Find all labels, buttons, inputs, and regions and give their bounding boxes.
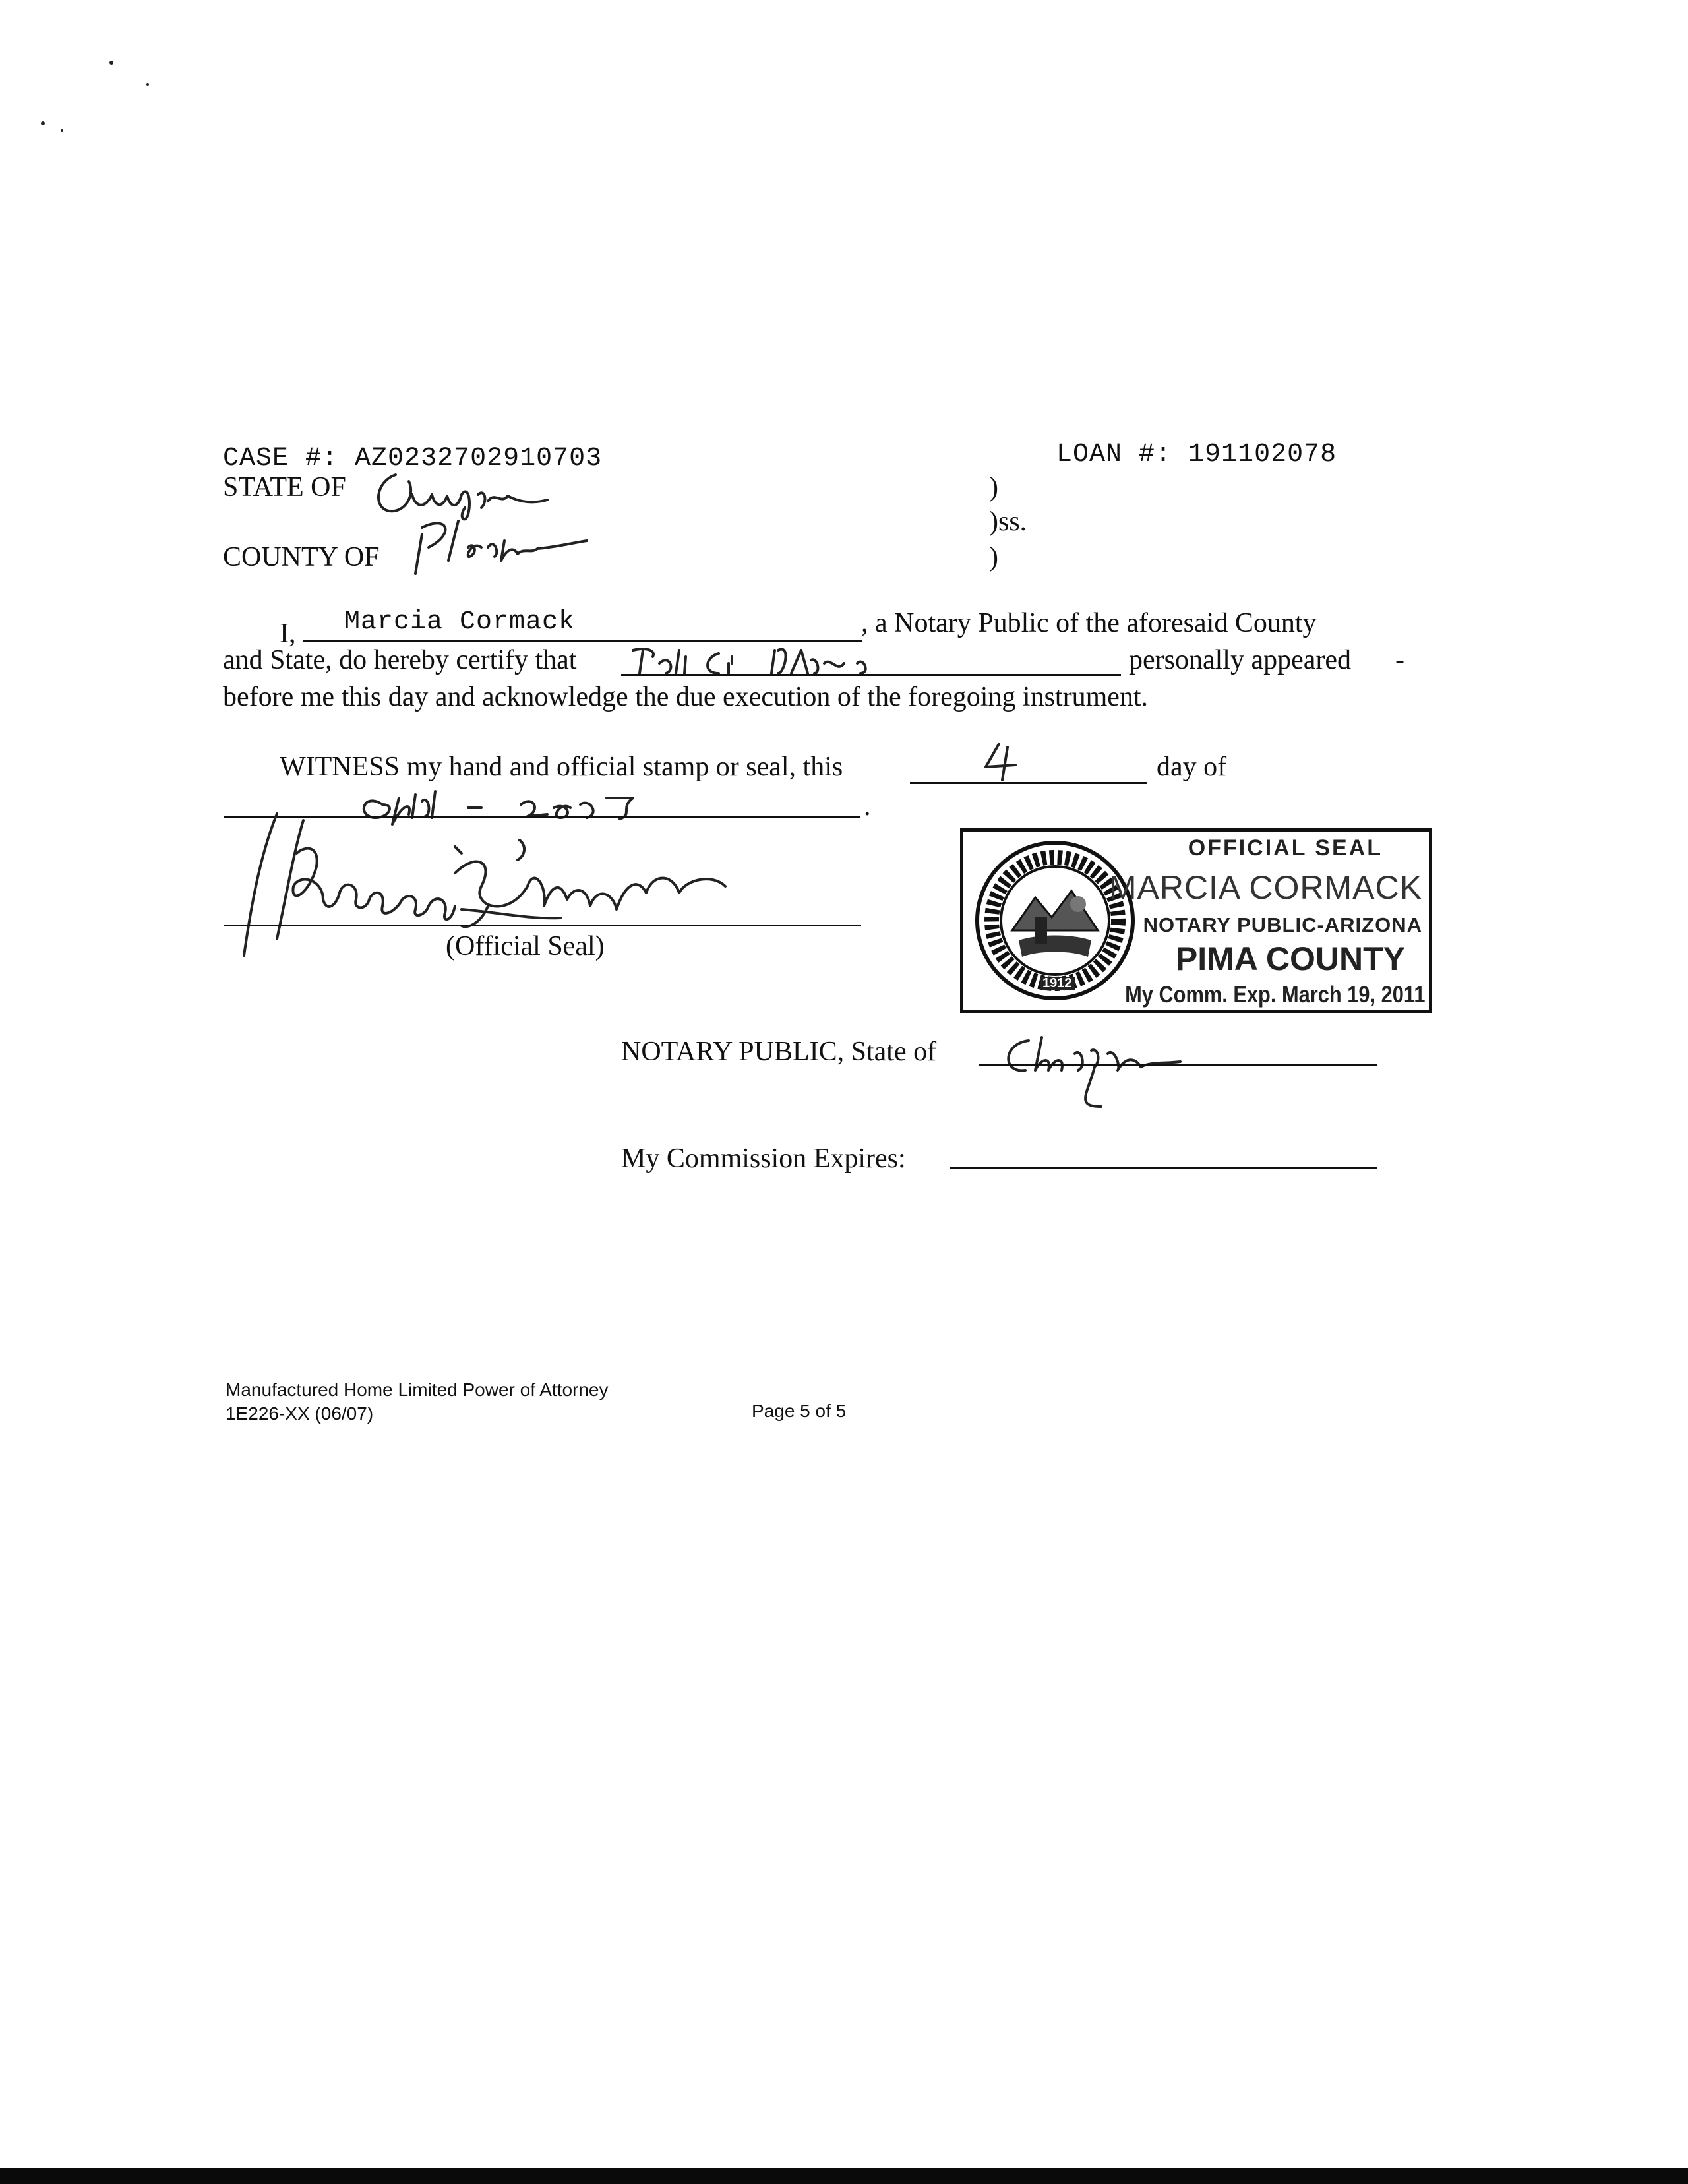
official-seal-stamp xyxy=(960,828,1432,1013)
scan-bottom-border xyxy=(0,2168,1688,2184)
notary-name: Marcia Cormack xyxy=(344,607,576,637)
certification-line3: before me this day and acknowledge the due execution of the foregoing instrument. xyxy=(223,682,1149,712)
page-number: Page 5 of 5 xyxy=(752,1401,847,1421)
seal-expiry: My Comm. Exp. March 19, 2011 xyxy=(1124,982,1425,1008)
case-number: AZ0232702910703 xyxy=(355,444,603,473)
day-underline xyxy=(910,782,1147,784)
seal-role: NOTARY PUBLIC-ARIZONA xyxy=(1143,913,1422,936)
handwritten-appearer-name xyxy=(620,637,989,683)
seal-title: OFFICIAL SEAL xyxy=(1188,835,1383,861)
seal-year: 1912 xyxy=(1040,977,1075,990)
loan-number: 191102078 xyxy=(1188,440,1337,470)
certification-line2-end: personally appeared xyxy=(1129,645,1352,675)
month-year-period: . xyxy=(864,791,871,822)
official-seal-caption: (Official Seal) xyxy=(446,931,605,961)
handwritten-day xyxy=(976,737,1029,783)
form-title: Manufactured Home Limited Power of Attorney xyxy=(226,1380,609,1400)
day-of-label: day of xyxy=(1157,752,1227,782)
appearer-name-underline xyxy=(621,674,1121,676)
county-of-label: COUNTY OF xyxy=(223,542,380,572)
i-label: I, xyxy=(280,619,296,649)
seal-county: PIMA COUNTY xyxy=(1175,940,1405,977)
loan-number-line xyxy=(1056,442,1337,468)
certification-line1-rest: , a Notary Public of the aforesaid County xyxy=(861,608,1317,638)
paren-top: ) xyxy=(989,472,998,502)
handwritten-notary-state xyxy=(989,1021,1332,1126)
form-code: 1E226-XX (06/07) xyxy=(226,1403,374,1424)
scan-speck xyxy=(109,61,113,65)
notary-state-label: NOTARY PUBLIC, State of xyxy=(621,1037,937,1067)
ss-label: )ss. xyxy=(989,506,1027,537)
scan-speck xyxy=(41,121,45,125)
commission-expires-underline xyxy=(950,1167,1377,1169)
signature-line xyxy=(224,925,861,926)
case-label: CASE #: xyxy=(223,444,339,473)
certification-line2-start: and State, do hereby certify that xyxy=(223,645,577,675)
seal-notary-name: MARCIA CORMACK xyxy=(1108,869,1422,906)
loan-label: LOAN #: xyxy=(1056,440,1172,470)
paren-bottom: ) xyxy=(989,542,998,572)
handwritten-county xyxy=(396,501,607,580)
state-of-label: STATE OF xyxy=(223,472,346,502)
scan-speck xyxy=(61,129,63,132)
scan-speck xyxy=(146,83,149,86)
notary-state-underline xyxy=(979,1064,1377,1066)
commission-expires-label: My Commission Expires: xyxy=(621,1143,906,1174)
witness-text: WITNESS my hand and official stamp or seal, this xyxy=(280,752,843,782)
certification-dash: - xyxy=(1395,645,1404,675)
